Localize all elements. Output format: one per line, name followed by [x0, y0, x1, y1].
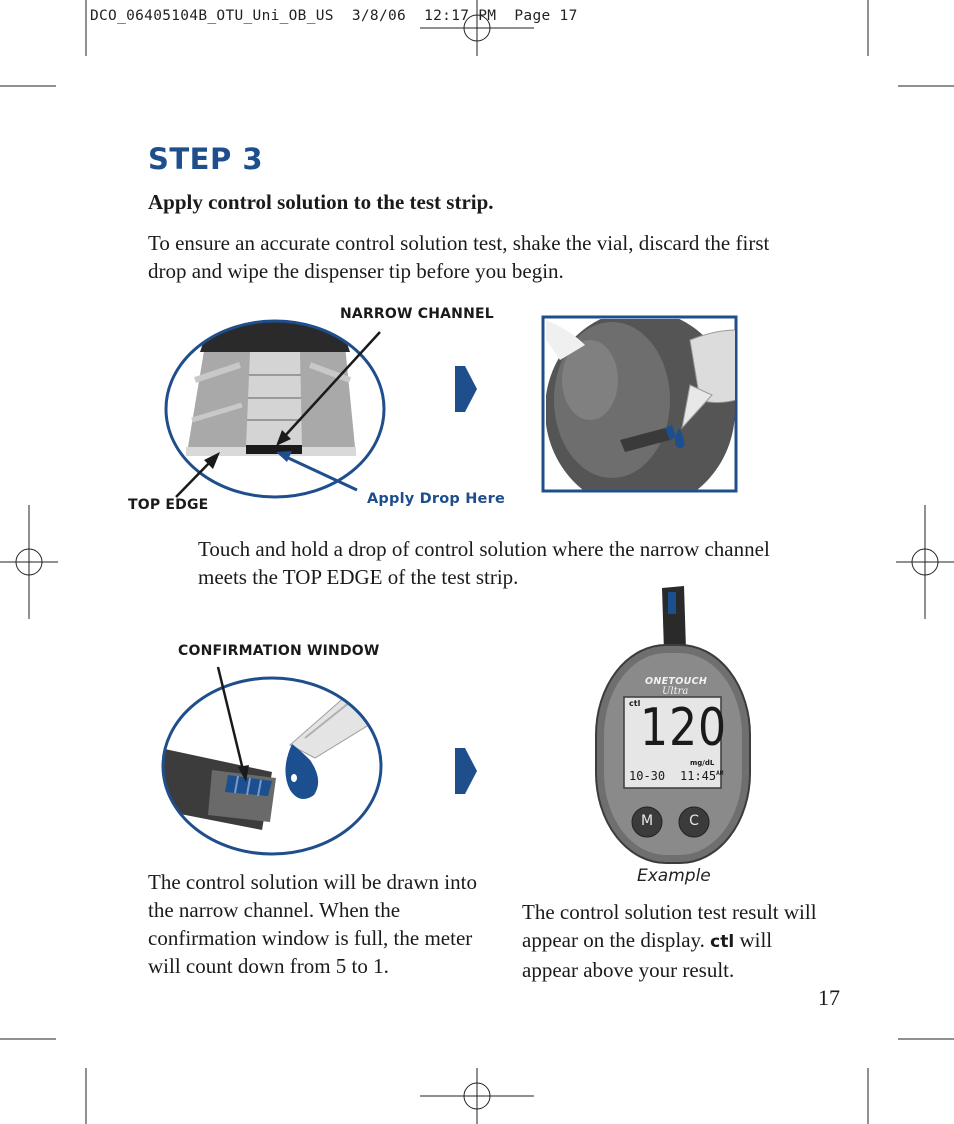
- meter-date: 10-30: [629, 769, 666, 783]
- meter-c-button: C: [689, 813, 699, 829]
- meter-m-button: M: [640, 813, 654, 829]
- result-text-before: The control solution test result will appear on the display.: [522, 900, 817, 952]
- touch-instruction: Touch and hold a drop of control solution where the narrow channel meets the TOP EDGE of the test strip.: [198, 537, 770, 589]
- apply-drop-label: Apply Drop Here: [367, 491, 505, 507]
- arrow-right-icon: [455, 366, 477, 412]
- confirmation-window-label: CONFIRMATION WINDOW: [178, 643, 380, 659]
- meter-reading: 120: [640, 698, 727, 758]
- registration-mark-left: [0, 505, 58, 619]
- narrow-channel-label: NARROW CHANNEL: [340, 306, 494, 322]
- meter-model: Ultra: [662, 686, 689, 697]
- page-number: 17: [818, 985, 840, 1010]
- test-strip-closeup-illustration: [160, 315, 390, 505]
- arrow-right-icon: [455, 748, 477, 794]
- meter-brand-name: ONETOUCH: [645, 676, 708, 687]
- meter-time: [680, 769, 723, 783]
- meter-time-value: 11:45: [680, 769, 717, 783]
- registration-mark-right: [896, 505, 954, 619]
- top-edge-label: TOP EDGE: [128, 497, 209, 513]
- step-title: STEP 3: [148, 142, 264, 176]
- intro-paragraph: To ensure an accurate control solution test, shake the vial, discard the first drop and wipe the dispenser tip before you begin.: [148, 231, 770, 283]
- drawn-into-channel-text: The control solution will be drawn into the narrow channel. When the confirmation window is full, the meter will count down from 5 to 1.: [148, 870, 477, 978]
- step-subheading: Apply control solution to the test strip.: [148, 190, 494, 214]
- result-display-text: [522, 898, 822, 984]
- example-caption: Example: [637, 866, 711, 886]
- registration-mark-bottom: [420, 1068, 534, 1124]
- meter-mode-indicator: ctl: [629, 699, 641, 708]
- meter-ampm: AM: [716, 770, 724, 777]
- result-text-after: will appear above your result.: [522, 928, 773, 982]
- meter-units: mg/dL: [690, 759, 715, 767]
- control-solution-photo: [543, 310, 736, 510]
- print-slug-line: DCO_06405104B_OTU_Uni_OB_US 3/8/06 12:17 PM Page 17: [90, 8, 578, 24]
- confirmation-window-illustration: [160, 667, 390, 860]
- ctl-indicator: ctl: [710, 932, 735, 952]
